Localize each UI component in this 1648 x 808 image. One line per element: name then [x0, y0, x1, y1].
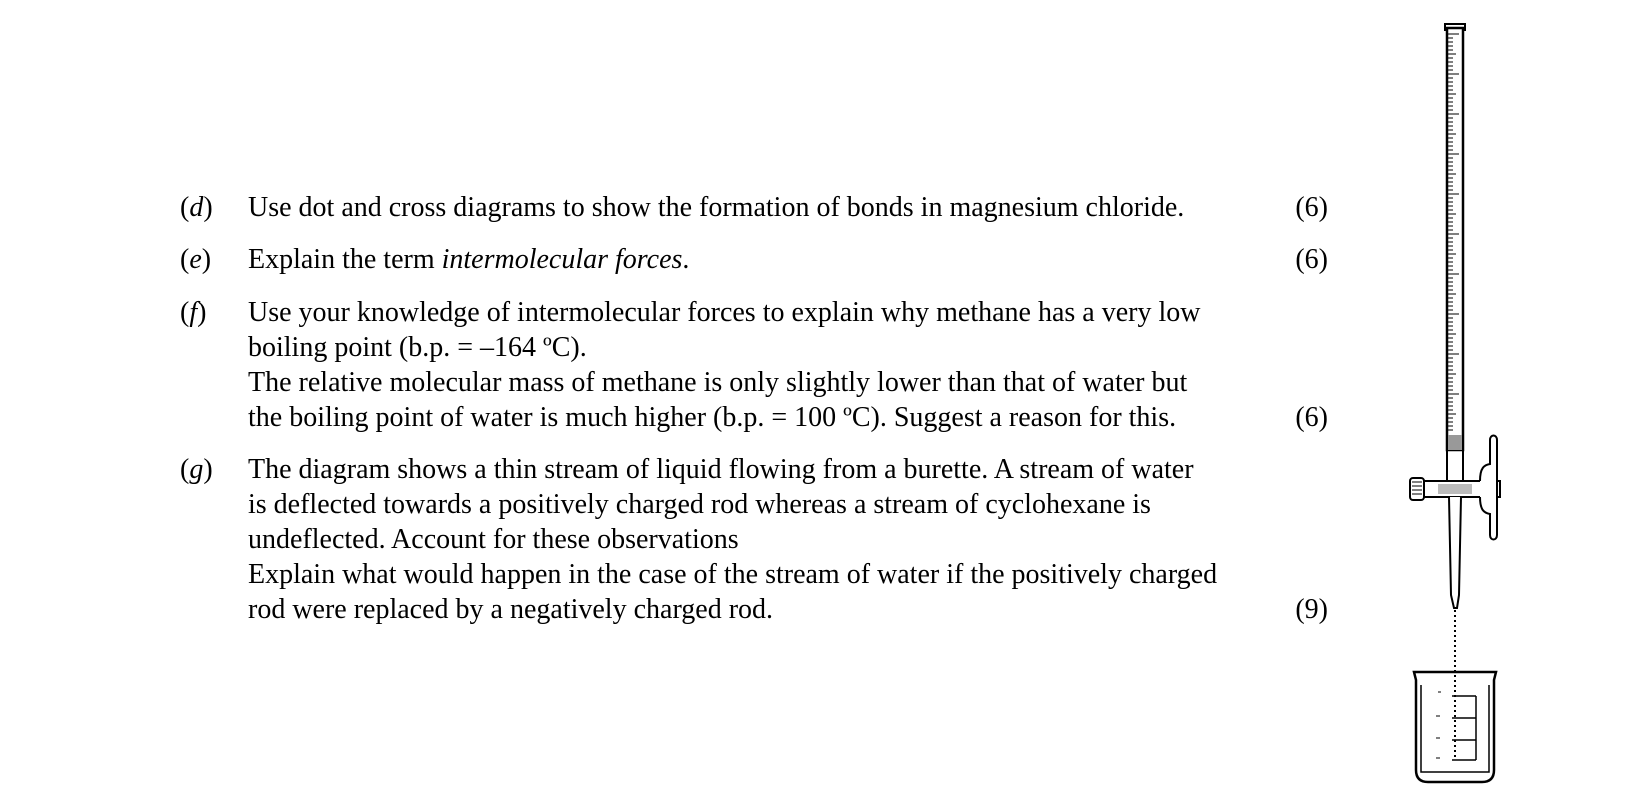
question-text: Use dot and cross diagrams to show the formation of bonds in magnesium chloride.	[248, 192, 1185, 223]
marks: (6)	[1295, 192, 1328, 223]
question-label: (e)	[180, 244, 212, 275]
question-label: (g)	[180, 454, 213, 485]
text-line: Explain what would happen in the case of the stream of water if the positively charged	[248, 559, 1218, 590]
text-line: Use your knowledge of intermolecular forces to explain why methane has a very low	[248, 297, 1201, 328]
question-label: (f)	[180, 297, 207, 328]
text-line: rod were replaced by a negatively charged rod.	[248, 594, 774, 625]
text-line: The diagram shows a thin stream of liquid flowing from a burette. A stream of water	[248, 454, 1194, 485]
question-text	[248, 295, 1320, 435]
question-label: (d)	[180, 192, 213, 223]
question-d	[180, 190, 1328, 225]
text-line: undeflected. Account for these observations	[248, 524, 739, 555]
marks: (6)	[1295, 402, 1328, 433]
term: intermolecular forces	[441, 244, 683, 275]
question-g	[180, 452, 1328, 627]
burette-tip	[1449, 497, 1461, 608]
burette	[1445, 24, 1465, 450]
question-f	[180, 295, 1328, 435]
text-line: The relative molecular mass of methane is only slightly lower than that of water but	[248, 367, 1188, 398]
text-line: boiling point (b.p. = –164 ºC).	[248, 332, 587, 363]
marks: (9)	[1295, 594, 1328, 625]
marks: (6)	[1295, 244, 1328, 275]
text-line: is deflected towards a positively charged rod whereas a stream of cyclohexane is	[248, 489, 1151, 520]
burette-diagram	[1400, 20, 1510, 790]
question-text: Explain the term intermolecular forces.	[248, 244, 690, 275]
question-e	[180, 242, 1328, 277]
text-line: the boiling point of water is much higher (b.p. = 100 ºC). Suggest a reason for this.	[248, 402, 1177, 433]
question-text	[248, 452, 1320, 627]
